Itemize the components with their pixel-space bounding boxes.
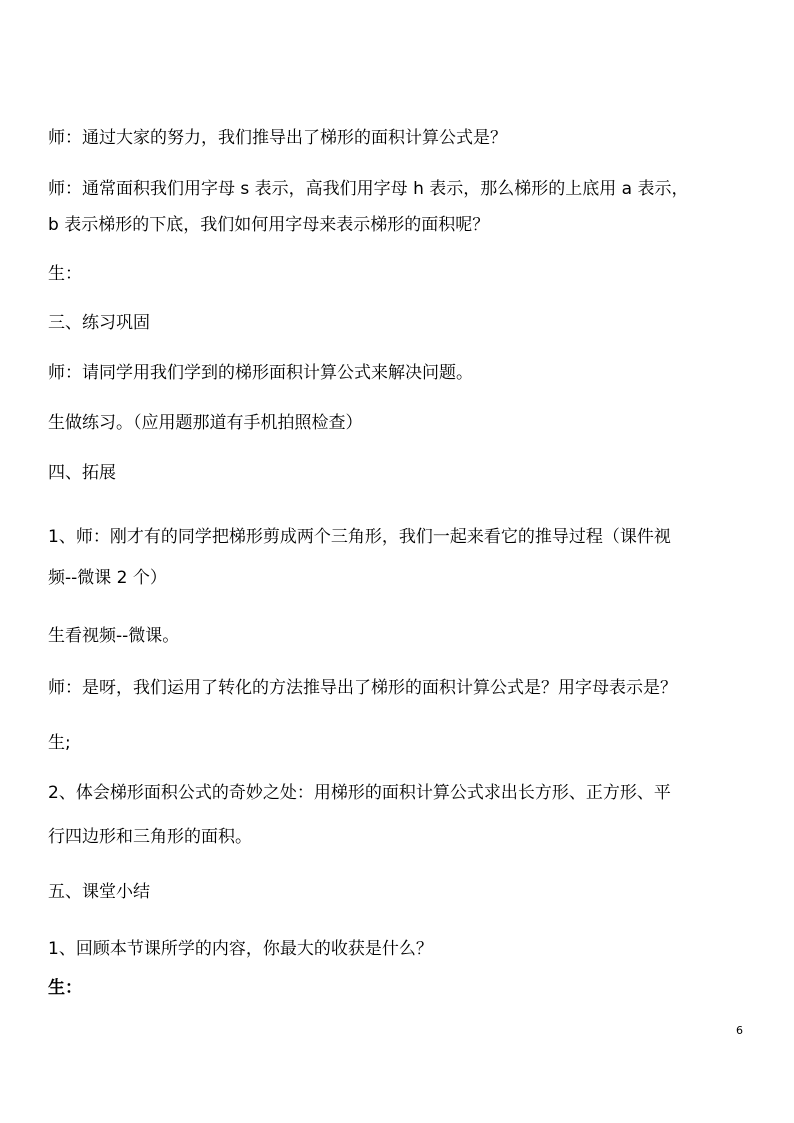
section-heading: 五、课堂小结: [48, 882, 150, 902]
text-line: 师：通常面积我们用字母 s 表示，高我们用字母 h 表示，那么梯形的上底用 a 表示，: [48, 179, 689, 199]
section-heading: 三、练习巩固: [48, 313, 150, 333]
text-line: 2、体会梯形面积公式的奇妙之处：用梯形的面积计算公式求出长方形、正方形、平: [48, 783, 671, 803]
text-line: 生看视频--微课。: [48, 626, 180, 646]
text-line: 生：: [48, 978, 82, 998]
text-line: 生做练习。（应用题那道有手机拍照检查）: [48, 413, 363, 433]
text-line: 师：请同学用我们学到的梯形面积计算公式来解决问题。: [48, 363, 473, 383]
section-heading: 四、拓展: [48, 463, 116, 483]
text-line: 1、回顾本节课所学的内容，你最大的收获是什么？: [48, 939, 433, 959]
text-line: 1、师：刚才有的同学把梯形剪成两个三角形，我们一起来看它的推导过程（课件视: [48, 527, 671, 547]
text-line: 行四边形和三角形的面积。: [48, 827, 252, 847]
text-line: 师：通过大家的努力，我们推导出了梯形的面积计算公式是？: [48, 128, 507, 148]
text-line: 频--微课 2 个）: [48, 568, 167, 588]
text-line: 师：是呀，我们运用了转化的方法推导出了梯形的面积计算公式是？用字母表示是？: [48, 678, 677, 698]
text-line: 生：: [48, 264, 82, 284]
text-line: 生;: [48, 733, 71, 753]
page-number: 6: [736, 1024, 743, 1037]
text-line: b 表示梯形的下底，我们如何用字母来表示梯形的面积呢？: [48, 215, 490, 235]
